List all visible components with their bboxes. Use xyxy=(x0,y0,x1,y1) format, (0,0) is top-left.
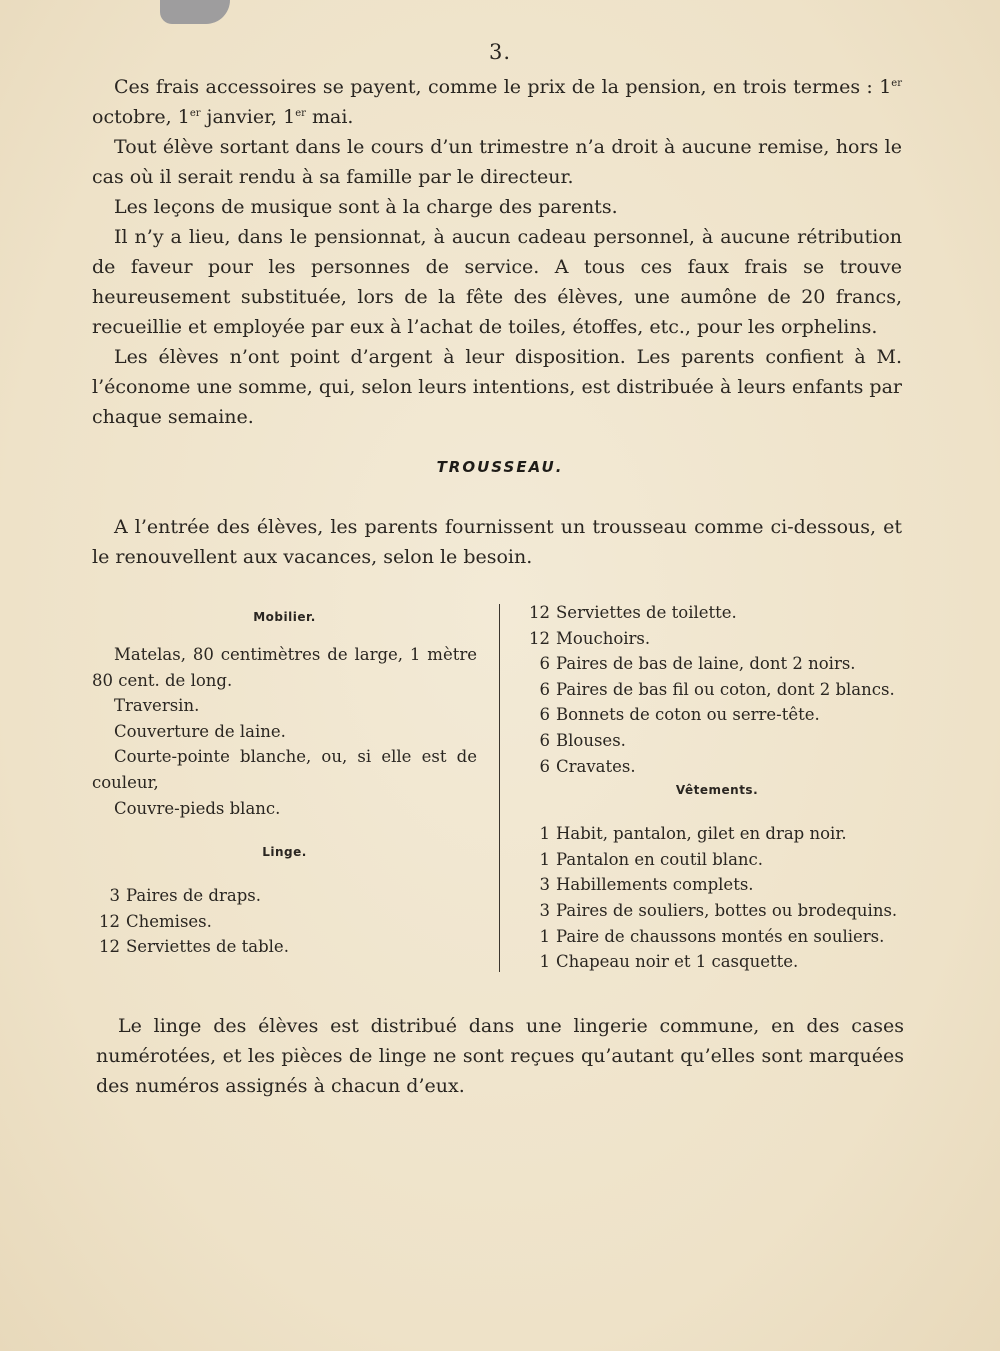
paragraph-payment-terms: Ces frais accessoires se payent, comme le prix de la pension, en trois termes : 1er octobre, 1er janvier, 1er mai. xyxy=(92,76,902,128)
paper-stain xyxy=(160,0,230,24)
linge-heading: Linge. xyxy=(262,845,307,860)
vetements-item: 1 Pantalon en coutil blanc. xyxy=(539,849,764,869)
trousseau-heading: TROUSSEAU. xyxy=(436,458,564,476)
paragraph-no-gifts: Il n’y a lieu, dans le pensionnat, à aucun cadeau personnel, à aucune rétribution de faveur pour les personnes de service. A tous ces faux frais se trouve heureusement substituée, lors de la fête des élèves, une aumône de 20 francs, recueillie et employée par eux à l’achat de toiles, étoffes, etc., pour les orphelins. xyxy=(92,226,902,338)
linge-item: 6 Paires de bas fil ou coton, dont 2 blancs. xyxy=(539,679,895,699)
mobilier-item: Couverture de laine. xyxy=(114,721,286,741)
vetements-item: 3 Habillements complets. xyxy=(539,875,754,895)
left-column xyxy=(92,600,477,960)
paragraph-music-lessons: Les leçons de musique sont à la charge des parents. xyxy=(114,196,618,218)
linge-item: 6 Cravates. xyxy=(539,756,636,776)
paragraph-pocket-money: Les élèves n’ont point d’argent à leur disposition. Les parents confient à M. l’économe une somme, qui, selon leurs intentions, est distribuée à leurs enfants par chaque semaine. xyxy=(92,346,902,428)
paragraph-no-refund: Tout élève sortant dans le cours d’un trimestre n’a droit à aucune remise, hors le cas où il serait rendu à sa famille par le directeur. xyxy=(92,136,902,188)
vetements-item: 1 Chapeau noir et 1 casquette. xyxy=(539,952,799,972)
right-column xyxy=(522,600,912,975)
linge-item: 6 Paires de bas de laine, dont 2 noirs. xyxy=(539,654,856,674)
linge-item: 6 Blouses. xyxy=(539,730,626,750)
linge-item: 3 Paires de draps. xyxy=(109,886,261,906)
mobilier-heading: Mobilier. xyxy=(253,610,316,624)
linge-item: 6 Bonnets de coton ou serre-tête. xyxy=(539,705,820,725)
linge-item: 12 Mouchoirs. xyxy=(529,628,651,648)
linge-item: 12 Serviettes de toilette. xyxy=(529,603,737,622)
mobilier-item: Traversin. xyxy=(114,696,200,716)
mobilier-item: Matelas, 80 centimètres de large, 1 mètre 80 cent. de long. xyxy=(92,645,477,690)
paragraph-trousseau-intro: A l’entrée des élèves, les parents fournissent un trousseau comme ci-dessous, et le renouvellent aux vacances, selon le besoin. xyxy=(92,516,902,568)
vetements-item: 1 Paire de chaussons montés en souliers. xyxy=(539,926,885,946)
column-divider xyxy=(499,604,500,972)
linge-item: 12 Chemises. xyxy=(99,911,212,931)
mobilier-item: Couvre-pieds blanc. xyxy=(114,798,281,818)
vetements-heading: Vêtements. xyxy=(675,783,759,798)
linge-item: 12 Serviettes de table. xyxy=(99,937,289,957)
page-number: 3. xyxy=(488,40,512,64)
vetements-item: 3 Paires de souliers, bottes ou brodequins. xyxy=(539,900,898,920)
paragraph-linen-closing: Le linge des élèves est distribué dans une lingerie commune, en des cases numérotées, et les pièces de linge ne sont reçues qu’autant qu’elles sont marquées des numéros assignés à chacun d’eux. xyxy=(96,1015,904,1097)
vetements-item: 1 Habit, pantalon, gilet en drap noir. xyxy=(539,824,847,844)
mobilier-item: Courte-pointe blanche, ou, si elle est de couleur, xyxy=(92,747,477,792)
